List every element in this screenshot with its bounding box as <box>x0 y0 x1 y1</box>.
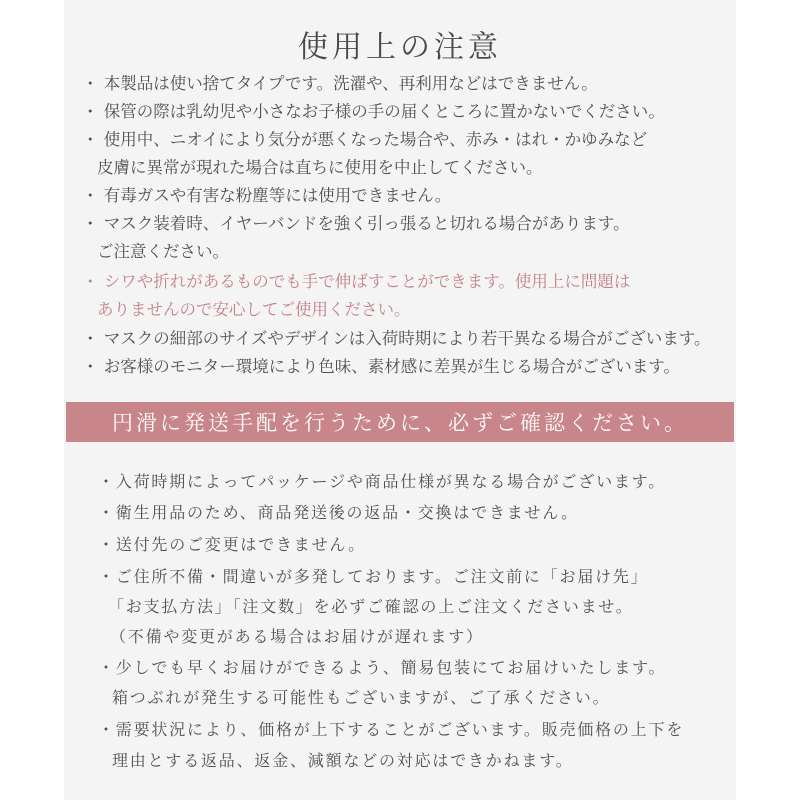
check-line: 箱つぶれが発生する可能性もございますが、ご了承ください。 <box>112 688 611 707</box>
note-line: ・ 保管の際は乳幼児や小さなお子様の手の届くところに置かないでください。 <box>82 102 665 121</box>
check-line: ・少しでも早くお届けができるよう、簡易包装にてお届けいたします。 <box>98 658 667 677</box>
check-line: （不備や変更がある場合はお届けが遅れます） <box>110 627 484 646</box>
check-line: 「お支払方法」「注文数」を必ずご確認の上ご注文くださいませ。 <box>108 597 634 616</box>
note-line: ・ お客様のモニター環境により色味、素材感に差異が生じる場合がございます。 <box>82 357 680 376</box>
note-line: ・ 使用中、ニオイにより気分が悪くなった場合や、赤み・はれ・かゆみなど <box>82 130 648 149</box>
note-line: ご注意ください。 <box>97 242 229 261</box>
check-line: ・需要状況により、価格が上下することがございます。販売価格の上下を <box>98 720 685 739</box>
note-line: ・ 本製品は使い捨てタイプです。洗濯や、再利用などはできません。 <box>82 74 598 93</box>
check-line: ・ご住所不備・間違いが多発しております。ご注文前に「お届け先」 <box>98 567 649 586</box>
check-line: ・入荷時期によってパッケージや商品仕様が異なる場合がございます。 <box>98 472 667 491</box>
page-title: 使用上の注意 <box>298 30 502 65</box>
note-line: 皮膚に異常が現れた場合は直ちに使用を中止してください。 <box>97 158 543 177</box>
note-line-highlight: ありませんので安心してご使用ください。 <box>97 300 411 319</box>
note-line: ・ 有毒ガスや有害な粉塵等には使用できません。 <box>82 186 452 205</box>
note-line-highlight: ・ シワや折れがあるものでも手で伸ばすことができます。使用上に問題は <box>82 272 631 291</box>
note-line: ・ マスク装着時、イヤーバンドを強く引っ張ると切れる場合があります。 <box>82 214 630 233</box>
check-line: ・送付先のご変更はできません。 <box>98 535 366 554</box>
confirmation-banner <box>66 402 734 442</box>
check-line: ・衛生用品のため、商品発送後の返品・交換はできません。 <box>98 503 579 522</box>
note-line: ・ マスクの細部のサイズやデザインは入荷時期により若干異なる場合がございます。 <box>82 329 711 348</box>
check-line: 理由とする返品、返金、減額などの対応はできかねます。 <box>112 751 574 770</box>
banner-text: 円滑に発送手配を行うために、必ずご確認ください。 <box>112 411 688 435</box>
